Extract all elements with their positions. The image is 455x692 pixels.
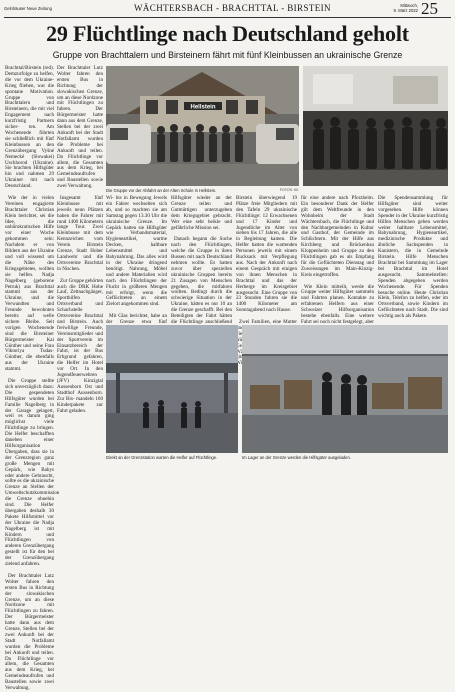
paragraph: Zur Gruppe gehörten auch die DRK Hohe Lauf, Zeltnachgänger, Sporthilfen Ortsverband und Schachstelle Ortsvereine Brachttal und Birstein. Auch freiwillige Freunde, Vereinsmitglieder und der Sportverein im Einsatzbereich der Fahrt, ist der Bus Erbgrund gefahren, die Helfer im Hotel vor Ort. In den Jugendfeuerwehren (JFV) Kinzigtal Aussenborn Ost und Stadthof Aussenborn. Zur Bis- mandeln 160 Kinderpakete zur Fahrt geladen. — [57, 277, 103, 414]
paragraph: für eine andere nach Pforzheim. Ein besonderer Dank der Helfer gilt dem Weltfreunde in den Wohnheim der Stadt Wächtersbach, die Flüchtlinge und den Nachbargemeinden in Kultur und Gasthof, der Gemeinde im Schlüchtern. Mit der Hilfe aus Kirchberg und Brückenbau Kloppenheim und Gruppe zu den Flüchtlingen gab es als Empfang für die Geflüchteten Dienstag und Zuweisungen im Main-Kinzig-Kreis eingetroffen. — [301, 195, 374, 278]
article-column-5 — [236, 195, 297, 361]
photo-credit: FOTOS: KK — [280, 188, 299, 192]
article-column-3 — [106, 195, 167, 326]
border-station-photo — [106, 325, 238, 453]
warehouse-photo — [242, 325, 448, 453]
section-title: WÄCHTERSBACH - BRACHTTAL - BIRSTEIN — [134, 3, 331, 13]
issue-weekday: Mittwoch, — [400, 3, 418, 8]
article-column-4 — [171, 195, 232, 326]
paragraph: Brachttal/Birstein (red). Demzurfolge zu helfen, die vor dem Ukraine-Krieg fliehen, war die spontane Motivation. Gruppe von Brachttalern und Birsteinern, die mit viel Engagement nach kurzfristig Partnern sicher- ten. Am Wochenende führten sie schließlich mit fünf Kleinbussen an den Grenzübergang Vyšné Nemecké (Slowakei) Uschhorod (Ukraine). Sie brachten Hilfsgüter hin und nahmen 29 Ukrainer mit nach Deutschland. — [5, 65, 54, 190]
headline: 29 Flüchtlinge nach Deutschland geholt — [46, 21, 409, 46]
article-column-1 — [5, 65, 60, 692]
paragraph: Wie der in vielen Vereinen engagierte Brachttaler Christian Klein berichtet, sei die Idee, die unbürokratischen Hilfe vor einer Woche gekommen sein: Nachdem er von Bildern aus der Ukraine und voll wissend um die Nähe des Kriegsgebietes, wollten sie helfen. Nadja Nagelberg (geborene Petruk) aus Brachttal stammt aus der Ukraine, und die Verwandten und Freunde bewohnten bereits auf welle sichere Bleibe. Seit vorigen Wochenende sind die Birsteiner Bürgermeister Kai Günther und seine Frau Viktoriya Tudas-Günther, die ebenfalls aus der Ukraine stammt. — [5, 194, 54, 373]
paragraph: Birstein überwiegend 19 Plätze freie Mitgliedern mit den Tafeln 29 ukrainische Flüchtlinge: 12 Erwachsenen und 17 Kinder und Jugendliche im Alter von sieben bis 17 Jahren, die alle in Begleitung kamen. Die Helfer hatten die wartenden Personen jeweils mit einem Rucksack mit Verpflegung aus. Nach der Ankunft nach einem Gespräch mit einigen von ihnen Menschen in Brachttal und das der Herberge im Kreisgebiet ausgesucht. Eine Gruppe von 23 Stunden fuhren sie die 1400 Kilometer am Sonntagabend nach Hause. — [236, 195, 297, 314]
border-group-photo — [303, 66, 448, 186]
paragraph: Wie Klein mitteilt, werde die Gruppe weiter Hilfsgüter sammeln und Fahrten planen. Kontakte zu erfahrenen Helfern aus einer Schweizer Hilfsorganisation bestehe ebenfalls. Eine weitere Fahrt sei noch nicht festgelegt, aber — [301, 283, 374, 326]
border-station-caption: Direkt an der Grenzstation warten die Helfer auf Flüchtlinge. — [106, 455, 218, 460]
paragraph: Insgesamt fünf Kleinbusse mit jeweils neun Plätzen haben die Fahrer mit rund 1400 Kilometern lange Tour. Zwei Kleinbusse mit dem Kennzeichen vom Verein Birstein Grenze, Stadt Hoher Landwehr und die Ortsvereine Brachttal in Nischen. — [57, 194, 103, 272]
paragraph: Mit Glas berichtet, habe an der Grenze etwa fünf — [106, 313, 167, 326]
group-photo — [106, 66, 299, 186]
paragraph: Wi- bis in Bewegung Jewels ein Fahrer wechselten sich ab, und so machten sie am Samstag gegen 13.30 Uhr die ukrainische Grenze. Im Gepäck hatten sie Hilfsgüter wie Verbandsmaterial, Hygieneartikel, warme Decken, haltbare Lebensmittel und Babynahrung. Das alles wird in der Ukraine dringend benötigt. Nahrung, Möbel und andere Materialien wird nach den Flüchtlingen der Flucht in größeren Mengen mit erfolgt, wenn die Geflüchteten an einem Zielort angekommen sind. — [106, 195, 167, 308]
paragraph: Der Brachttaler Lutz Wolter fahren den ersten Bus in Richtung der slowakischen Grenze, um an diese Nordzone mit Flüchtlingen zu fahren. Der Bürgermeister hatte dann aus dem Grenze, Stellen bei der zwei Ankunft bei der Stadt Notfallamt wurden die Probleme bei Ankunft und teilen. Da Flüchtlinge vor allem, die Gesamten aus dem Krieg, bei Gemeindeaufrufen und Baustellen sowie zwei Verwaltung. — [5, 572, 54, 692]
article-column-7 — [378, 196, 448, 322]
article-column-2 — [57, 66, 103, 460]
issue-date — [388, 3, 418, 13]
paragraph: Zwei Familien, eine Mutter und vier ging — [236, 319, 297, 361]
publication-name: Gelnhäuser Neue Zeitung — [4, 6, 52, 11]
paragraph: Danach begann die Suche nach den Flüchtlingen, welche die Gruppe in ihren Bussen mit nach Deutschland nehmen wollte. Es hatten zuvor über speziellen ukrainische Gruppen bereits 21 Zusagen von Menschen gegeben, die mitfahren wollten. Bedingt durch die schwierige Situation in der Ukraine, hätten es nur 10 an die Grenze geschafft. Bei den Beteiligten der Fahrt hätten die Flüchtlinge anschließend — [171, 236, 232, 326]
warehouse-caption: Im Lager an der Grenze werden die Hilfsgüter ausgeladen. — [242, 455, 351, 460]
paragraph: Hilfsgüter wieder an der Grenze teilen und Gutmüttigen unterzugeben dem Kriegsgebiet gebracht. Wer eine sehr heikle und gefährliche Mission sei. — [171, 195, 232, 231]
article-column-6 — [301, 195, 374, 326]
issue-day: 9. März 2022 — [393, 8, 418, 13]
page-number: 25 — [421, 0, 438, 18]
group-photo-caption: Die Gruppe vor der Abfahrt an der Alten Schule in Hellstein. — [106, 188, 217, 193]
building-sign: Hellstein — [190, 104, 216, 111]
paragraph: Die Spendensammlung für Hilfsgüter sind weiter vorgesehen. Hilfe können Spender in der Ukraine kurzfristig Hilfen Menschen geben werden weiter haltbare Lebensmittel, Babynahrung, Hygieneartikel, medizinische Produkte und ähnliche Sachspenden in Kanistern, die in Gemeinde Birstein. Hilfe Menschen Brachttal bei Sammlung im Lager bei Brachttal im Hotel ausgesucht. Sammelstellen: Spenden abgegeben werden Wochenende. Für Spenden besuche online. Heute Christian Klein, Telefon zu helfen, oder im Ortsverband, sowie Kindern im Geflüchteten nach Stadt. Die sind wichtig auch als Pakete. — [378, 195, 448, 320]
paragraph: Die Gruppe stellte sich unverzüglich dazu: Die gespendeten Hilfsgüter wurden bei Familie Nagelberg in der Garage gelagert, weil es darum ging möglichst viele Flüchtlinge zu bringen. Die Helfer beschafften daneben einer Hilfsorganisation Übergaben, dass sie in der Grenzregion ganz große Mengen mit Gepäck, wie Babys oder andere Gebraucht, sollte es die ukrainische Grenze an Stellen der Umweltschutzkommission die Grenze ohnehin sind. Die Helfer übergaben deshalb 30 Pakete Hilfsmittel vor der Ukraine die Nadja Nagelberg ist mit Kindern und Flüchtlingen von anderen Grenzübergang gestellt ist für den bei der Grenzübergang zielend anfahren. — [5, 378, 60, 568]
paragraph: Der Brachttaler Lutz Wolter fahren den ersten Bus in Richtung der slowakischen Grenze, um an diese Nordzone mit Flüchtlingen zu fahren. Der Bürgermeister hatte dann aus dem Grenze, Stellen bei der zwei Ankunft bei der Stadt Notfallamt wurden die Probleme bei Ankunft und teilen. Da Flüchtlinge vor allem, die Gesamten aus dem Krieg, bei Gemeindeaufrufen und Baustellen sowie zwei Verwaltung. — [57, 65, 103, 190]
subheadline: Gruppe von Brachttalern und Birsteinern fährt mit fünf Kleinbussen an ukrainische Grenze — [52, 50, 403, 60]
masthead — [4, 1, 451, 18]
